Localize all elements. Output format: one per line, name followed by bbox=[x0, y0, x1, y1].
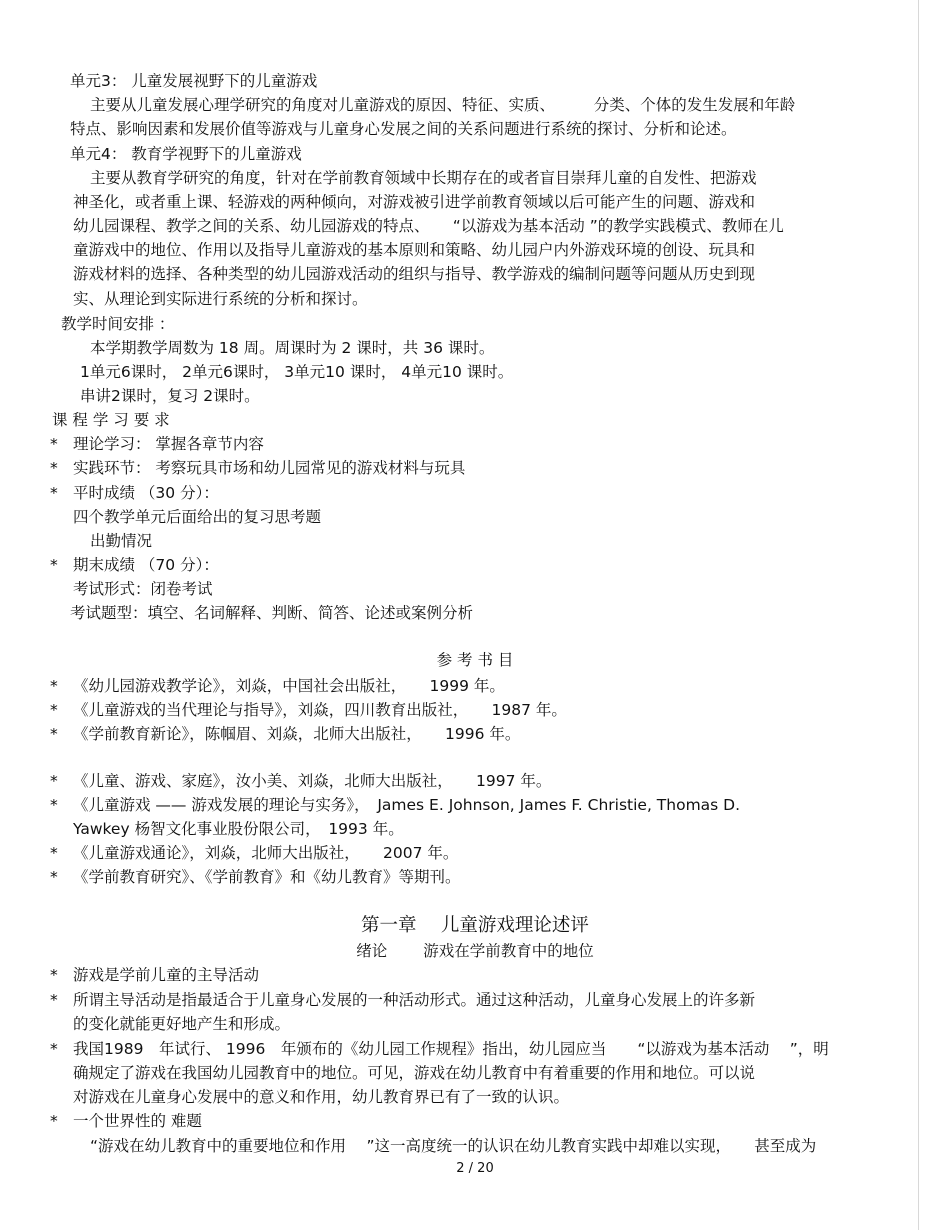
reference-item-4: 《儿童、游戏、家庭》，汝小美、刘焱，北师大出版社， 1997 年。 bbox=[73, 772, 552, 790]
schedule-line-1: 本学期教学周数为 18 周。周课时为 2 课时，共 36 课时。 bbox=[90, 339, 495, 357]
requirement-theory: 理论学习： 掌握各章节内容 bbox=[73, 435, 264, 453]
chapter-title: 第一章 儿童游戏理论述评 bbox=[361, 915, 589, 936]
chapter-item-1: 游戏是学前儿童的主导活动 bbox=[73, 966, 260, 984]
chapter-item-3: 我国1989 年试行、 1996 年颁布的《幼儿园工作规程》指出，幼儿园应当 “以游戏为基本活动 ”，明 bbox=[73, 1040, 829, 1058]
reference-item-7: 《学前教育研究》、《学前教育》和《幼儿教育》等期刊。 bbox=[73, 868, 461, 886]
unit4-line-3: 幼儿园课程、教学之间的关系、幼儿园游戏的特点、 “以游戏为基本活动 ”的教学实践模式、教师在儿 bbox=[73, 217, 784, 235]
usual-sub-2: 出勤情况 bbox=[90, 532, 153, 550]
bullet-mark: * bbox=[50, 701, 58, 719]
unit4-line-2: 神圣化，或者重上课、轻游戏的两种倾向，对游戏被引进学前教育领域以后可能产生的问题、游戏和 bbox=[73, 193, 756, 211]
unit4-line-1: 主要从教育学研究的角度，针对在学前教育领域中长期存在的或者盲目崇拜儿童的自发性、把游戏 bbox=[90, 169, 757, 187]
bullet-mark: * bbox=[50, 484, 58, 502]
unit3-line-2: 特点、影响因素和发展价值等游戏与儿童身心发展之间的关系问题进行系统的探讨、分析和论述。 bbox=[70, 120, 737, 138]
bullet-mark: * bbox=[50, 725, 58, 743]
requirements-title: 课 程 学 习 要 求 bbox=[52, 411, 170, 429]
bullet-mark: * bbox=[50, 796, 58, 814]
bullet-mark: * bbox=[50, 556, 58, 574]
bullet-mark: * bbox=[50, 459, 58, 477]
unit3-line-1: 主要从儿童发展心理学研究的角度对儿童游戏的原因、特征、实质、 分类、个体的发生发展和年龄 bbox=[90, 96, 796, 114]
bullet-mark: * bbox=[50, 966, 58, 984]
unit4-line-6: 实、从理论到实际进行系统的分析和探讨。 bbox=[73, 290, 368, 308]
page-number: 2 / 20 bbox=[456, 1161, 494, 1176]
chapter-item-3-cont-2: 对游戏在儿童身心发展中的意义和作用，幼儿教育界已有了一致的认识。 bbox=[73, 1088, 570, 1106]
final-sub-1: 考试形式：闭卷考试 bbox=[73, 580, 213, 598]
bullet-mark: * bbox=[50, 991, 58, 1009]
schedule-line-2: 1单元6课时， 2单元6课时， 3单元10 课时， 4单元10 课时。 bbox=[80, 363, 514, 381]
requirement-final-score: 期末成绩 （70 分）： bbox=[73, 556, 219, 574]
unit4-line-4: 童游戏中的地位、作用以及指导儿童游戏的基本原则和策略、幼儿园户内外游戏环境的创设、玩具和 bbox=[73, 241, 756, 259]
bullet-mark: * bbox=[50, 868, 58, 886]
schedule-line-3: 串讲2课时，复习 2课时。 bbox=[80, 387, 260, 405]
bullet-mark: * bbox=[50, 1040, 58, 1058]
reference-item-2: 《儿童游戏的当代理论与指导》，刘焱，四川教育出版社， 1987 年。 bbox=[73, 701, 567, 719]
reference-item-6: 《儿童游戏通论》，刘焱，北师大出版社， 2007 年。 bbox=[73, 844, 459, 862]
reference-item-5-cont: Yawkey 杨智文化事业股份限公司， 1993 年。 bbox=[73, 820, 404, 838]
requirement-usual-score: 平时成绩 （30 分）： bbox=[73, 484, 219, 502]
unit4-line-5: 游戏材料的选择、各种类型的幼儿园游戏活动的组织与指导、教学游戏的编制问题等问题从历史到现 bbox=[73, 265, 756, 283]
usual-sub-1: 四个教学单元后面给出的复习思考题 bbox=[73, 508, 322, 526]
requirement-practice: 实践环节： 考察玩具市场和幼儿园常见的游戏材料与玩具 bbox=[73, 459, 466, 477]
chapter-item-3-cont-1: 确规定了游戏在我国幼儿园教育中的地位。可见，游戏在幼儿教育中有着重要的作用和地位。可以说 bbox=[73, 1064, 756, 1082]
chapter-item-2-cont: 的变化就能更好地产生和形成。 bbox=[73, 1015, 291, 1033]
schedule-title: 教学时间安排 ： bbox=[61, 315, 175, 333]
chapter-subtitle: 绪论 游戏在学前教育中的地位 bbox=[356, 942, 594, 960]
reference-item-5: 《儿童游戏 —— 游戏发展的理论与实务》， James E. Johnson, James F. Christie, Thomas D. bbox=[73, 796, 741, 814]
reference-item-3: 《学前教育新论》，陈帼眉、刘焱，北师大出版社， 1996 年。 bbox=[73, 725, 521, 743]
unit4-title: 单元4： 教育学视野下的儿童游戏 bbox=[70, 145, 302, 163]
unit3-title: 单元3： 儿童发展视野下的儿童游戏 bbox=[70, 72, 318, 90]
page-edge-rule bbox=[918, 0, 919, 1230]
bullet-mark: * bbox=[50, 677, 58, 695]
references-title: 参 考 书 目 bbox=[436, 651, 514, 669]
chapter-item-4-cont: “游戏在幼儿教育中的重要地位和作用 ”这一高度统一的认识在幼儿教育实践中却难以实现， 甚至成为 bbox=[90, 1137, 817, 1155]
bullet-mark: * bbox=[50, 435, 58, 453]
chapter-item-4: 一个世界性的 难题 bbox=[73, 1112, 202, 1130]
bullet-mark: * bbox=[50, 844, 58, 862]
final-sub-2: 考试题型：填空、名词解释、判断、简答、论述或案例分析 bbox=[70, 604, 474, 622]
reference-item-1: 《幼儿园游戏教学论》，刘焱，中国社会出版社， 1999 年。 bbox=[73, 677, 505, 695]
bullet-mark: * bbox=[50, 1112, 58, 1130]
bullet-mark: * bbox=[50, 772, 58, 790]
chapter-item-2: 所谓主导活动是指最适合于儿童身心发展的一种活动形式。通过这种活动，儿童身心发展上的许多新 bbox=[73, 991, 756, 1009]
